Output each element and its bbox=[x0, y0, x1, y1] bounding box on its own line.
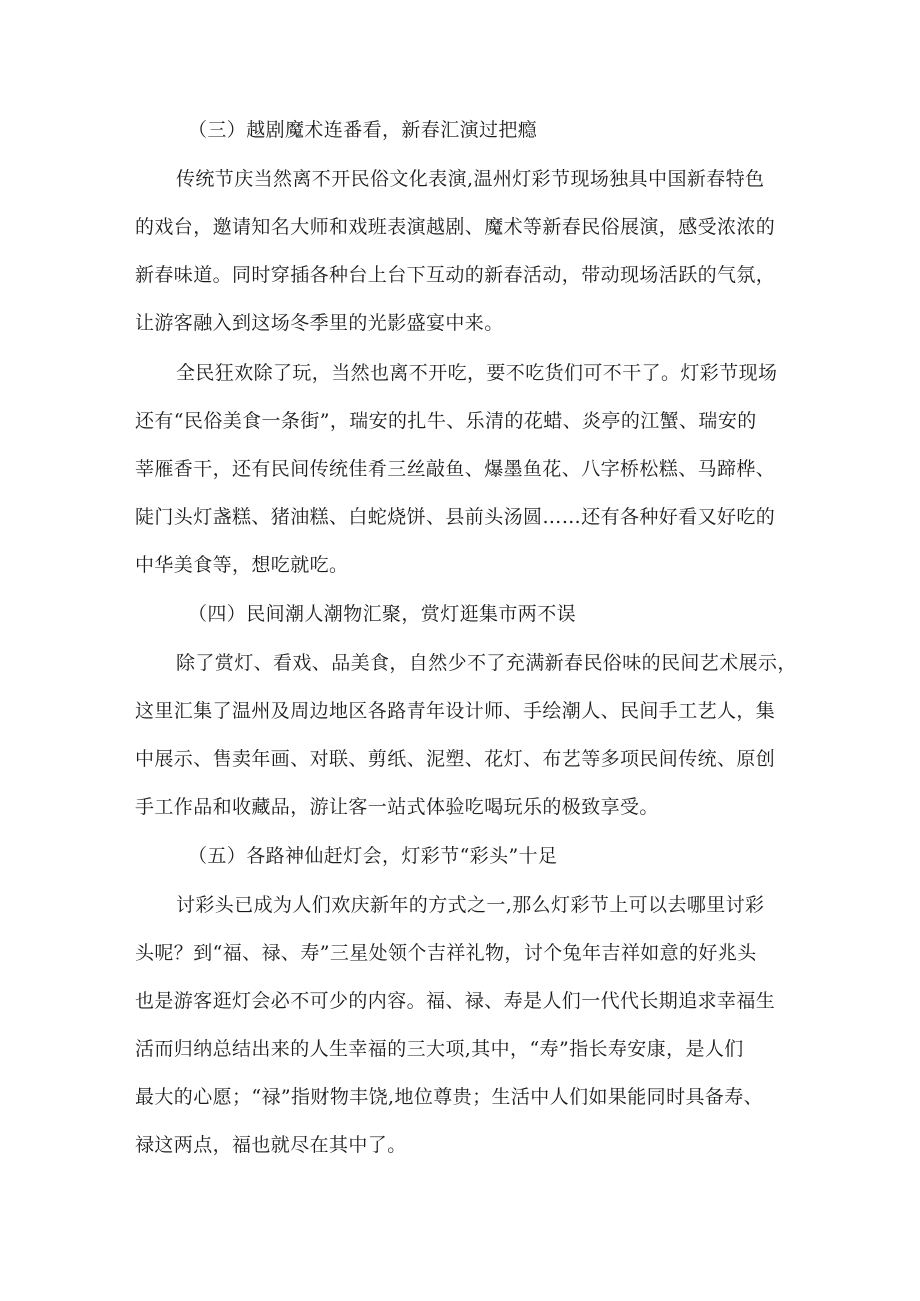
paragraph-line: 全民狂欢除了玩，当然也离不开吃，要不吃货们可不干了。灯彩节现场 bbox=[176, 362, 778, 384]
paragraph-line: 也是游客逛灯会必不可少的内容。福、禄、寿是人们一代代长期追求幸福生 bbox=[135, 990, 776, 1012]
paragraph-line: 这里汇集了温州及周边地区各路青年设计师、手绘潮人、民间手工艺人，集 bbox=[135, 700, 776, 722]
paragraph-line: 中展示、售卖年画、对联、剪纸、泥塑、花灯、布艺等多项民间传统、原创 bbox=[135, 748, 776, 770]
paragraph-line: 还有“民俗美食一条街”，瑞安的扎牛、乐清的花蜡、炎亭的江蟹、瑞安的 bbox=[135, 410, 757, 432]
paragraph-line: 手工作品和收藏品，游让客一站式体验吃喝玩乐的极致享受。 bbox=[135, 796, 659, 818]
paragraph-line: 传统节庆当然离不开民俗文化表演,温州灯彩节现场独具中国新春特色 bbox=[176, 168, 765, 190]
section-heading: （五）各路神仙赶灯会，灯彩节“彩头”十足 bbox=[188, 845, 558, 867]
paragraph-line: 除了赏灯、看戏、品美食，自然少不了充满新春民俗味的民间艺术展示， bbox=[176, 652, 797, 674]
section-heading: （三）越剧魔术连番看，新春汇演过把瘾 bbox=[188, 119, 538, 141]
paragraph-line: 让游客融入到这场冬季里的光影盛宴中来。 bbox=[135, 312, 504, 334]
paragraph-line: 莘雁香干，还有民间传统佳肴三丝敲鱼、爆墨鱼花、八字桥松糕、马蹄桦、 bbox=[135, 458, 776, 480]
paragraph-line: 中华美食等，想吃就吃。 bbox=[135, 554, 349, 576]
paragraph-line: 禄这两点，福也就尽在其中了。 bbox=[135, 1134, 407, 1156]
paragraph-line: 最大的心愿；“禄”指财物丰饶,地位尊贵；生活中人们如果能同时具备寿、 bbox=[135, 1086, 764, 1108]
paragraph-line: 的戏台，邀请知名大师和戏班表演越剧、魔术等新春民俗展演，感受浓浓的 bbox=[135, 216, 776, 238]
paragraph-line: 头呢？到“福、禄、寿”三星处领个吉祥礼物，讨个兔年吉祥如意的好兆头 bbox=[135, 942, 757, 964]
section-heading: （四）民间潮人潮物汇聚，赏灯逛集市两不误 bbox=[188, 603, 577, 625]
paragraph-line: 陡门头灯盏糕、猪油糕、白蛇烧饼、县前头汤圆……还有各种好看又好吃的 bbox=[135, 506, 776, 528]
paragraph-line: 讨彩头已成为人们欢庆新年的方式之一,那么灯彩节上可以去哪里讨彩 bbox=[176, 894, 765, 916]
paragraph-line: 活而归纳总结出来的人生幸福的三大项,其中，“寿”指长寿安康，是人们 bbox=[135, 1038, 744, 1060]
paragraph-line: 新春味道。同时穿插各种台上台下互动的新春活动，带动现场活跃的气氛， bbox=[135, 264, 776, 286]
